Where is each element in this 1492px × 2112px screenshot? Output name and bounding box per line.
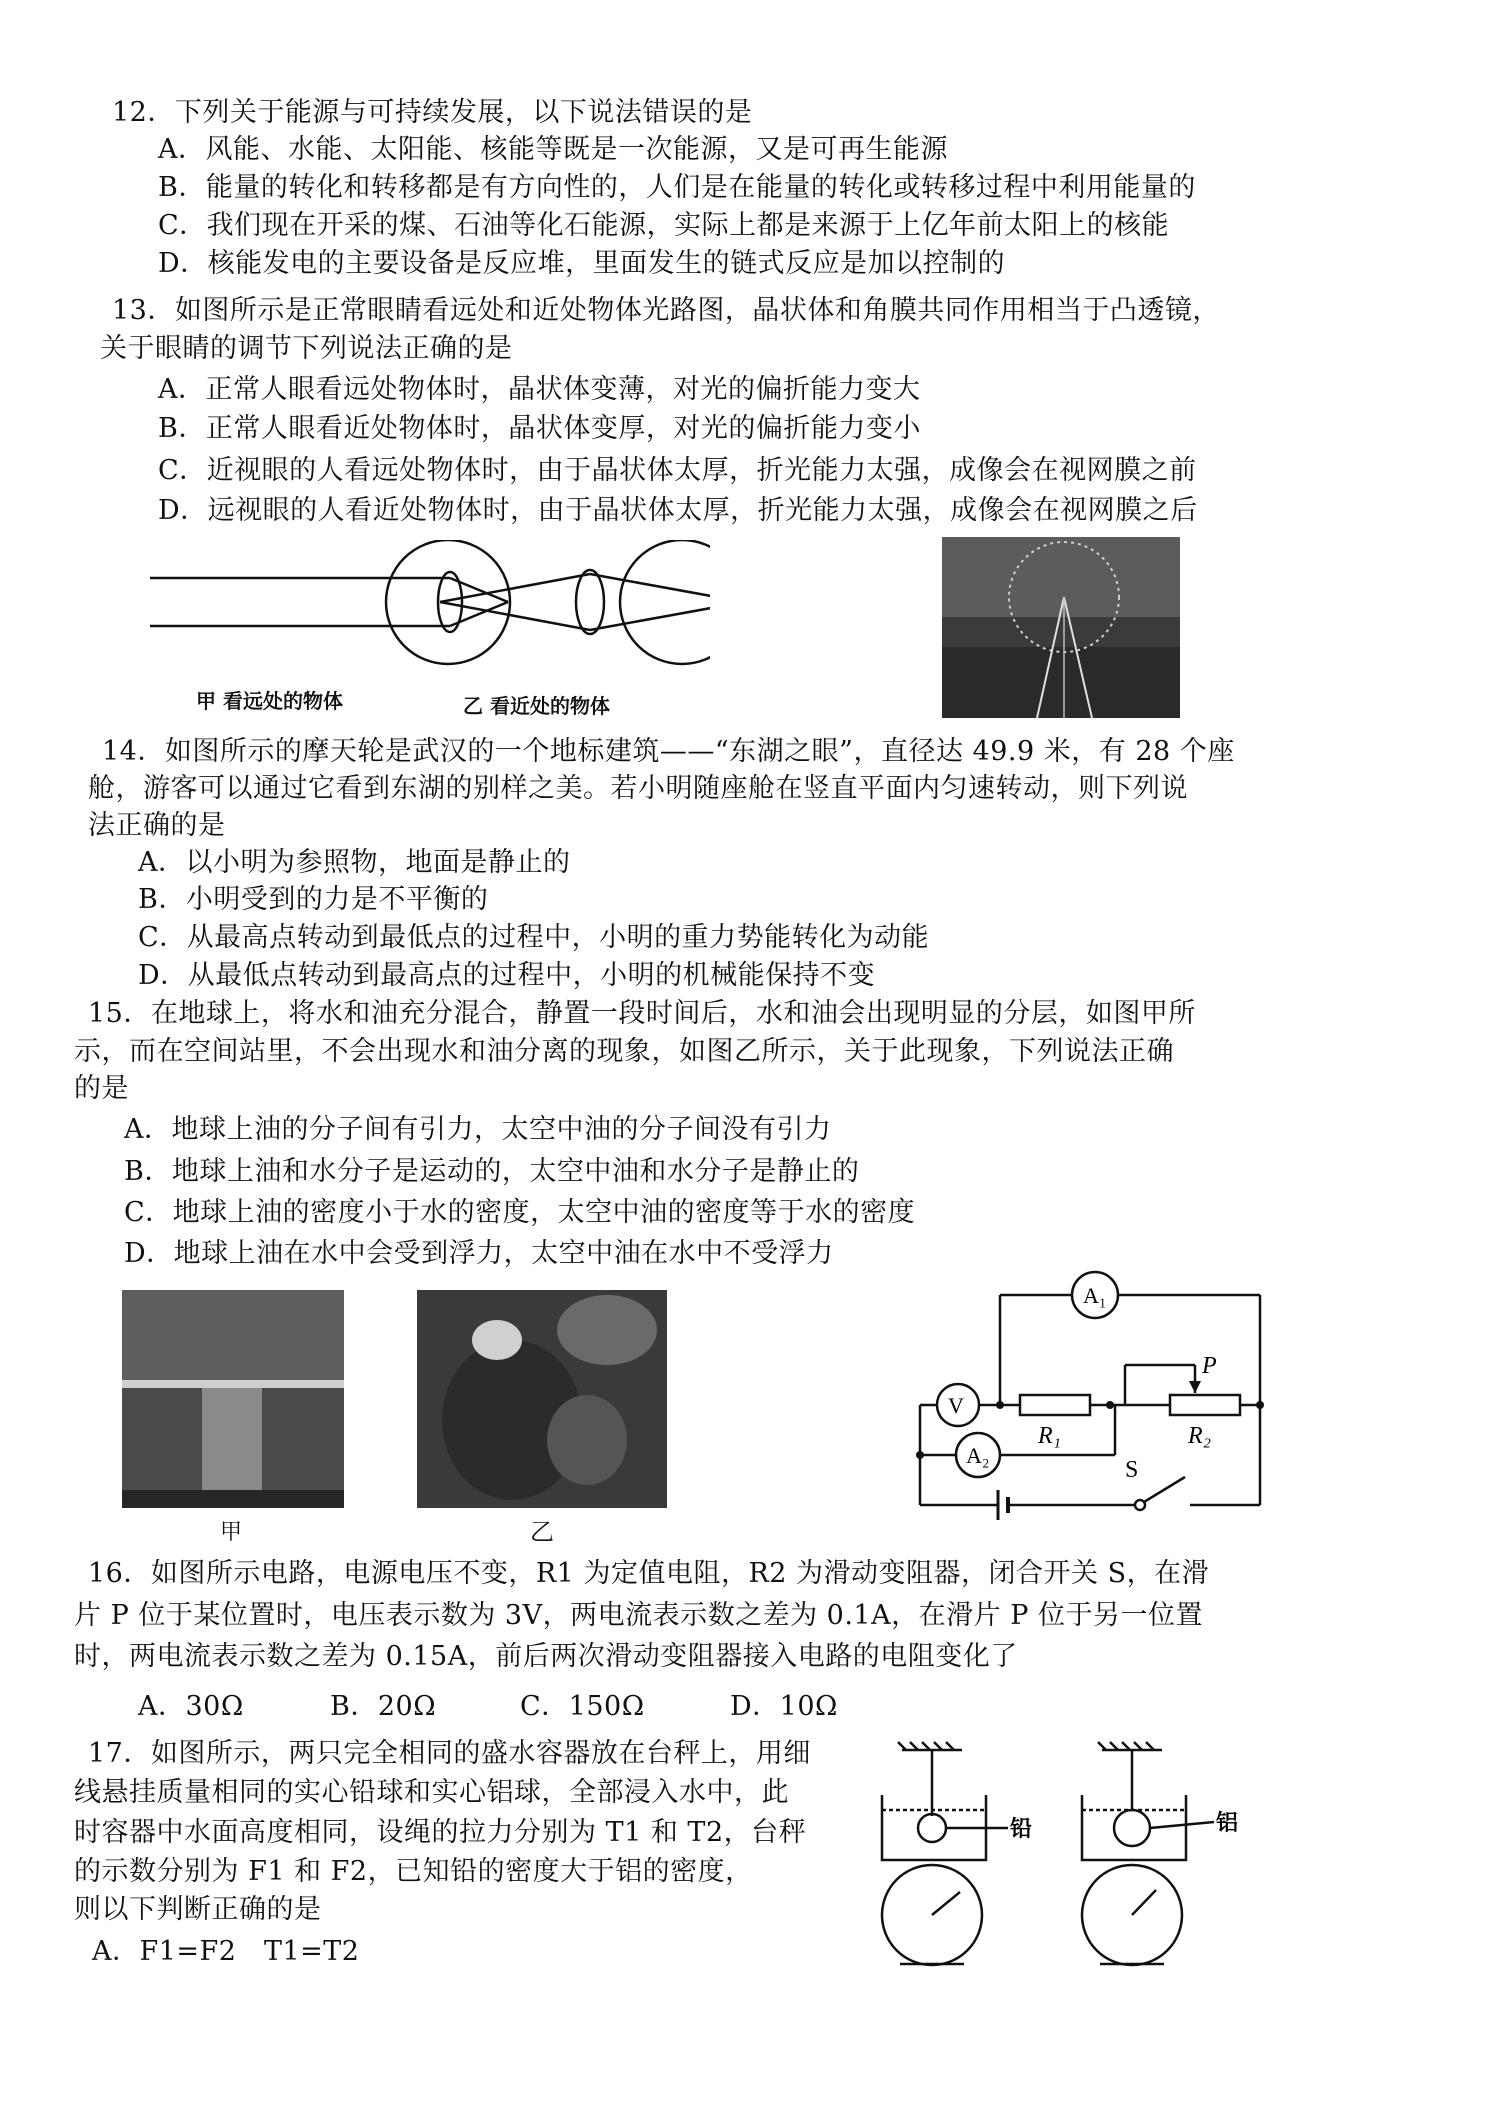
eye-near-caption: 乙 看近处的物体 bbox=[463, 694, 610, 718]
q15-option-d: D．地球上油在水中会受到浮力，太空中油在水中不受浮力 bbox=[124, 1238, 834, 1269]
label-v: V bbox=[948, 1393, 964, 1418]
q17-stem-line2: 线悬挂质量相同的实心铅球和实心铝球，全部浸入水中，此 bbox=[74, 1777, 789, 1808]
oil-water-earth-photo bbox=[122, 1290, 344, 1508]
eye-far-diagram bbox=[150, 540, 510, 664]
label-r2: R₂ bbox=[1188, 1423, 1212, 1449]
ferris-wheel-photo bbox=[942, 537, 1180, 718]
q13-stem-line1: 13．如图所示是正常眼睛看远处和近处物体光路图，晶状体和角膜共同作用相当于凸透镜， bbox=[112, 295, 1220, 326]
q16-option-d: D．10Ω bbox=[730, 1691, 838, 1722]
eye-ray-diagrams bbox=[150, 540, 710, 690]
q17-option-a: A．F1=F2 T1=T2 bbox=[92, 1936, 360, 1967]
q14-option-d: D．从最低点转动到最高点的过程中，小明的机械能保持不变 bbox=[138, 960, 876, 991]
q13-option-b: B．正常人眼看近处物体时，晶状体变厚，对光的偏折能力变小 bbox=[158, 413, 921, 444]
q14-stem-line3: 法正确的是 bbox=[88, 810, 226, 841]
q12-option-a: A．风能、水能、太阳能、核能等既是一次能源，又是可再生能源 bbox=[158, 134, 948, 165]
oil-water-space-photo bbox=[417, 1290, 667, 1508]
q17-stem-line4: 的示数分别为 F1 和 F2，已知铅的密度大于铝的密度， bbox=[74, 1856, 753, 1887]
q16-stem-line1: 16．如图所示电路，电源电压不变，R1 为定值电阻，R2 为滑动变阻器，闭合开关 S，在滑 bbox=[88, 1558, 1210, 1589]
q13-stem-line2: 关于眼睛的调节下列说法正确的是 bbox=[100, 333, 513, 364]
label-a2: A₂ bbox=[966, 1443, 990, 1468]
q17-stem-line3: 时容器中水面高度相同，设绳的拉力分别为 T1 和 T2，台秤 bbox=[74, 1817, 807, 1848]
q13-option-a: A．正常人眼看远处物体时，晶状体变薄，对光的偏折能力变大 bbox=[158, 374, 921, 405]
label-aluminum: 铝 bbox=[1216, 1811, 1239, 1836]
scales-diagram bbox=[860, 1740, 1260, 1980]
q16-stem-line3: 时，两电流表示数之差为 0.15A，前后两次滑动变阻器接入电路的电阻变化了 bbox=[74, 1641, 1018, 1672]
q15-stem-line2: 示，而在空间站里，不会出现水和油分离的现象，如图乙所示，关于此现象，下列说法正确 bbox=[74, 1036, 1174, 1067]
q12-stem: 12．下列关于能源与可持续发展，以下说法错误的是 bbox=[112, 97, 753, 128]
label-a1: A₁ bbox=[1083, 1283, 1107, 1308]
eye-far-caption: 甲 看远处的物体 bbox=[196, 689, 343, 713]
q14-option-c: C．从最高点转动到最低点的过程中，小明的重力势能转化为动能 bbox=[138, 922, 930, 953]
label-s: S bbox=[1125, 1457, 1139, 1483]
q17-stem-line5: 则以下判断正确的是 bbox=[74, 1894, 322, 1925]
label-p: P bbox=[1202, 1353, 1217, 1379]
q13-option-c: C．近视眼的人看远处物体时，由于晶状体太厚，折光能力太强，成像会在视网膜之前 bbox=[158, 455, 1197, 486]
q12-option-d: D．核能发电的主要设备是反应堆，里面发生的链式反应是加以控制的 bbox=[158, 248, 1006, 279]
q16-stem-line2: 片 P 位于某位置时，电压表示数为 3V，两电流表示数之差为 0.1A，在滑片 P 位于另一位置 bbox=[74, 1600, 1203, 1631]
label-lead: 铅 bbox=[1010, 1817, 1033, 1842]
q14-stem-line2: 舱，游客可以通过它看到东湖的别样之美。若小明随座舱在竖直平面内匀速转动，则下列说 bbox=[88, 773, 1188, 804]
q13-option-d: D．远视眼的人看近处物体时，由于晶状体太厚，折光能力太强，成像会在视网膜之后 bbox=[158, 495, 1198, 526]
q12-option-c: C．我们现在开采的煤、石油等化石能源，实际上都是来源于上亿年前太阳上的核能 bbox=[158, 210, 1170, 241]
q14-option-a: A．以小明为参照物，地面是静止的 bbox=[138, 847, 571, 878]
q14-stem-line1: 14．如图所示的摩天轮是武汉的一个地标建筑——“东湖之眼”，直径达 49.9 米，有 28 个座 bbox=[102, 736, 1235, 767]
q14-option-b: B．小明受到的力是不平衡的 bbox=[138, 884, 489, 915]
q17-stem-line1: 17．如图所示，两只完全相同的盛水容器放在台秤上，用细 bbox=[88, 1738, 811, 1769]
label-r1: R₁ bbox=[1038, 1423, 1062, 1449]
q15-stem-line1: 15．在地球上，将水和油充分混合，静置一段时间后，水和油会出现明显的分层，如图甲所 bbox=[88, 998, 1196, 1029]
q15-option-a: A．地球上油的分子间有引力，太空中油的分子间没有引力 bbox=[124, 1114, 832, 1145]
q16-option-c: C．150Ω bbox=[520, 1691, 645, 1722]
resistor-r2 bbox=[1170, 1395, 1240, 1415]
q12-option-b: B．能量的转化和转移都是有方向性的，人们是在能量的转化或转移过程中利用能量的 bbox=[158, 172, 1196, 203]
q15-stem-line3: 的是 bbox=[74, 1073, 129, 1104]
q15-option-b: B．地球上油和水分子是运动的，太空中油和水分子是静止的 bbox=[124, 1156, 860, 1187]
photo-jia-caption: 甲 bbox=[220, 1520, 243, 1545]
q15-option-c: C．地球上油的密度小于水的密度，太空中油的密度等于水的密度 bbox=[124, 1197, 916, 1228]
q16-option-b: B．20Ω bbox=[330, 1691, 437, 1722]
resistor-r1 bbox=[1020, 1395, 1090, 1415]
q16-option-a: A．30Ω bbox=[138, 1691, 244, 1722]
photo-yi-caption: 乙 bbox=[530, 1518, 554, 1546]
eye-near-diagram bbox=[440, 540, 710, 664]
circuit-diagram bbox=[900, 1265, 1280, 1520]
